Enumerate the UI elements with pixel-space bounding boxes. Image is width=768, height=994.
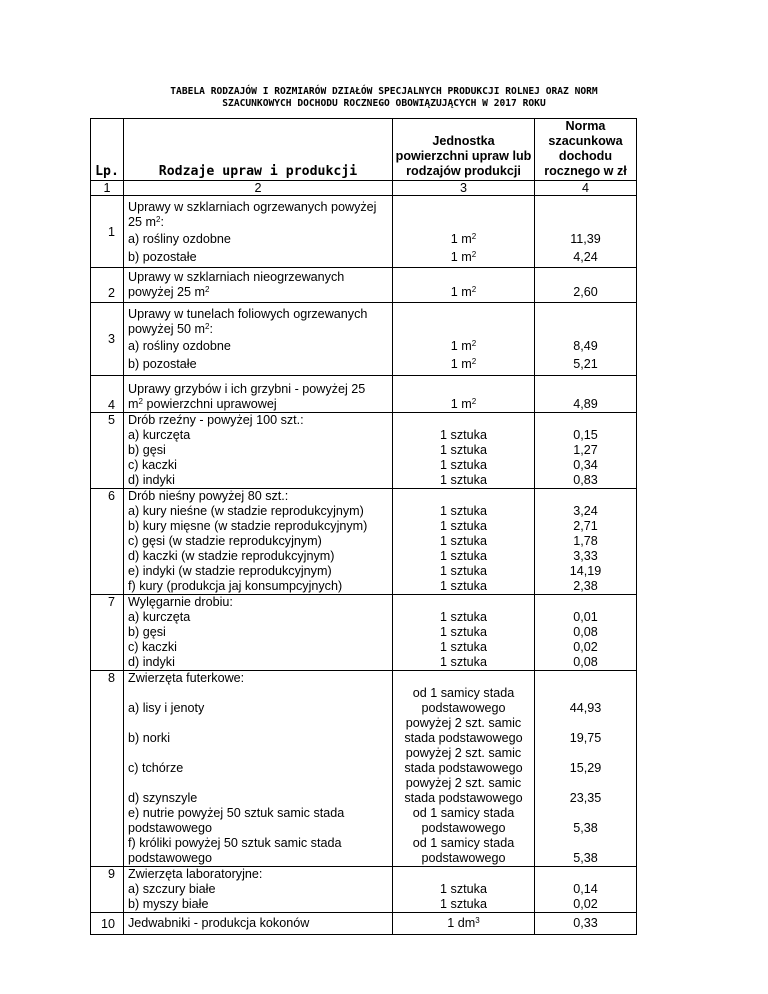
row-norm: 8,49 5,21 [535,303,637,376]
table-row [91,489,637,595]
row-unit: 1 sztuka 1 sztuka [393,867,535,913]
row-unit: 1 $m^2$ [393,376,535,413]
table-row [91,413,637,489]
row-number: 5 [91,413,124,489]
document-title [0,86,768,109]
row-description: Uprawy grzybów i ich grzybni - powyżej 25 $m^2$ powierzchni uprawowej [124,376,393,413]
table-row [91,268,637,303]
row-description: Zwierzęta futerkowe: a) lisy i jenoty b) norki c) tchórze d) szynszyle e) nutrie powyżej 50 sztuk samic stada podstawowego f) króliki powyżej 50 sztuk samic stada podstawowego [124,671,393,867]
row-norm: 4,89 [535,376,637,413]
row-unit: od 1 samicy stada podstawowego powyżej 2 szt. samic stada podstawowego powyżej 2 szt. samic stada podstawowego powyżej 2 szt. samic stada podstawowego od 1 samicy stada podstawowego od 1 samicy stada podstawowego [393,671,535,867]
header-rodzaje: Rodzaje upraw i produkcji [124,119,393,181]
title-line-2: SZACUNKOWYCH DOCHODU ROCZNEGO OBOWIĄZUJĄCYCH W 2017 ROKU [222,97,546,109]
row-description: Uprawy w szklarniach nieogrzewanych powyżej 25 $m^2$ [124,268,393,303]
column-number: 2 [124,181,393,196]
row-norm: 0,33 [535,913,637,935]
column-number: 3 [393,181,535,196]
row-unit: 1 sztuka 1 sztuka 1 sztuka 1 sztuka [393,595,535,671]
header-lp: Lp. [91,119,124,181]
row-number: 10 [91,913,124,935]
row-description: Drób rzeźny - powyżej 100 szt.: a) kurczęta b) gęsi c) kaczki d) indyki [124,413,393,489]
row-number: 8 [91,671,124,867]
title-line-1: TABELA RODZAJÓW I ROZMIARÓW DZIAŁÓW SPECJALNYCH PRODUKCJI ROLNEJ ORAZ NORM [170,86,598,97]
row-unit: 1 sztuka 1 sztuka 1 sztuka 1 sztuka [393,413,535,489]
row-number: 9 [91,867,124,913]
row-unit: 1 $m^2$ 1 $m^2$ [393,303,535,376]
table-row [91,376,637,413]
table-row [91,595,637,671]
row-norm: 11,39 4,24 [535,196,637,268]
production-norms-table [90,118,637,935]
header-row [91,119,637,181]
row-number: 6 [91,489,124,595]
header-norma: Norma szacunkowa dochodu rocznego w zł [535,119,637,181]
row-unit: 1 $m^2$ 1 $m^2$ [393,196,535,268]
column-number: 1 [91,181,124,196]
row-number: 2 [91,268,124,303]
table-row [91,671,637,867]
row-unit: 1 sztuka 1 sztuka 1 sztuka 1 sztuka 1 sztuka 1 sztuka [393,489,535,595]
row-description: Uprawy w tunelach foliowych ogrzewanych powyżej 50 $m^2$: a) rośliny ozdobne b) pozostałe [124,303,393,376]
row-unit: 1 $dm^3$ [393,913,535,935]
column-number: 4 [535,181,637,196]
row-description: Jedwabniki - produkcja kokonów [124,913,393,935]
row-norm: 0,14 0,02 [535,867,637,913]
row-number: 1 [91,196,124,268]
row-description: Drób nieśny powyżej 80 szt.: a) kury nieśne (w stadzie reprodukcyjnym) b) kury mięsne (w stadzie reprodukcyjnym) c) gęsi (w stadzie reprodukcyjnym) d) kaczki (w stadzie reprodukcyjnym) e) indyki (w stadzie reprodukcyjnym) f) kury (produkcja jaj konsumpcyjnych) [124,489,393,595]
row-description: Zwierzęta laboratoryjne: a) szczury białe b) myszy białe [124,867,393,913]
table-row [91,303,637,376]
row-description: Wylęgarnie drobiu: a) kurczęta b) gęsi c) kaczki d) indyki [124,595,393,671]
table-row [91,196,637,268]
row-number: 4 [91,376,124,413]
row-norm: 0,01 0,08 0,02 0,08 [535,595,637,671]
row-norm: 2,60 [535,268,637,303]
column-number-row [91,181,637,196]
table-row [91,867,637,913]
header-jednostka: Jednostka powierzchni upraw lub rodzajów produkcji [393,119,535,181]
table-row [91,913,637,935]
row-number: 3 [91,303,124,376]
row-norm: 3,24 2,71 1,78 3,33 14,19 2,38 [535,489,637,595]
row-description: Uprawy w szklarniach ogrzewanych powyżej 25 $m^2$: a) rośliny ozdobne b) pozostałe [124,196,393,268]
row-norm: 44,93 19,75 15,29 23,35 5,38 5,38 [535,671,637,867]
row-number: 7 [91,595,124,671]
row-unit: 1 $m^2$ [393,268,535,303]
row-norm: 0,15 1,27 0,34 0,83 [535,413,637,489]
